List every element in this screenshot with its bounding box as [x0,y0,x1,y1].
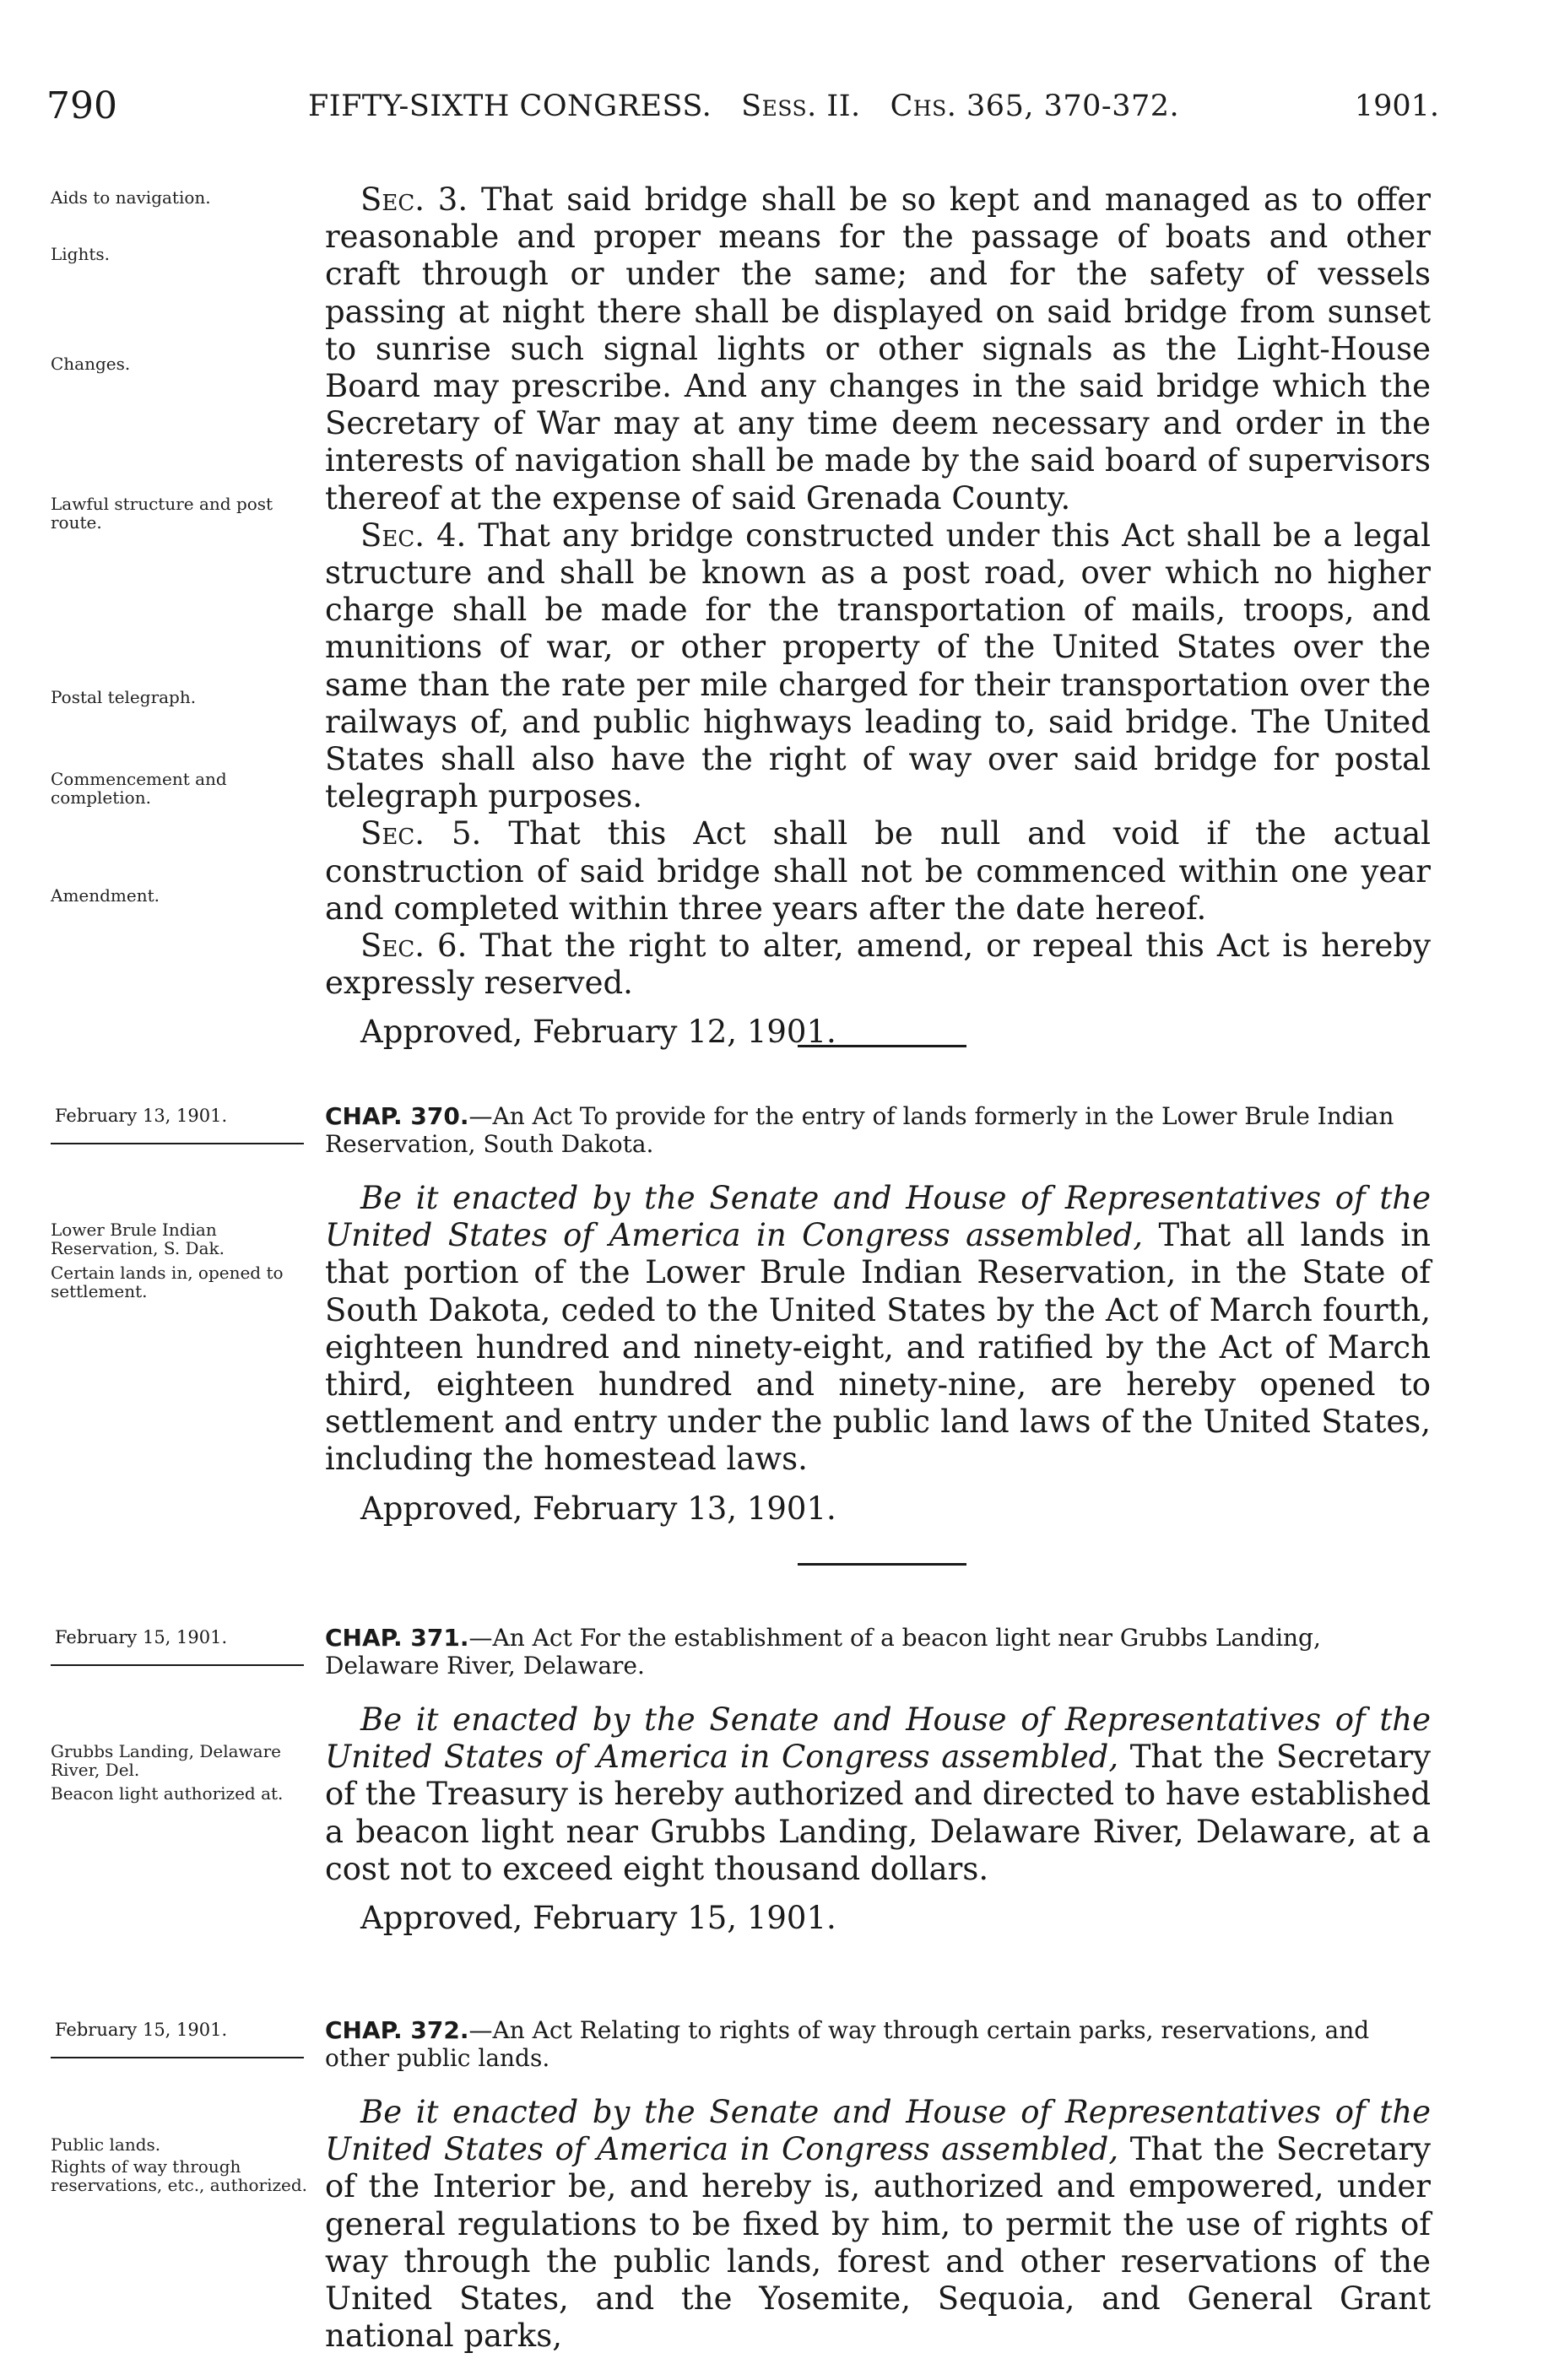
chap370-margin-2: Certain lands in, opened to settlement. [51,1263,284,1301]
margin-note-commencement: Commencement and completion. [51,769,227,808]
section-3-text: That said bridge shall be so kept and managed as to offer reasonable and proper means for the passage of boats and other craft through or under the same; and for the safety of vessels passing at night there shall be displayed on said bridge from sunset to sunrise such signal lights or other signals as the Light-House Board may prescribe. And any changes in the said bridge which the Secretary of War may at any time deem necessary and order in the interests of navigation shall be made by the said board of supervisors thereof at the expense of said Grenada County. [325,181,1431,517]
margin-note-lights: Lights. [51,244,111,264]
approved-370: Approved, February 13, 1901. [360,1490,836,1527]
chap372-date: February 15, 1901. [55,2020,228,2040]
chap370-body [325,1180,1431,1528]
chap371-body [325,1701,1431,1937]
chap370-title: —An Act To provide for the entry of lands formerly in the Lower Brule Indian Reservation, South Dakota. [325,1102,1394,1158]
chap370-date-rule [51,1143,304,1144]
chap371-title: —An Act For the establishment of a beacon light near Grubbs Landing, Delaware River, Delaware. [325,1624,1321,1680]
section-6 [325,928,1431,1002]
chap371-heading [325,1624,1431,1680]
section-3-label: Sec. 3. [360,181,468,218]
section-5 [325,815,1431,928]
header-year: 1901. [1354,89,1439,123]
section-4-text: That any bridge constructed under this Act shall be a legal structure and shall be known as a post road, over which no higher charge shall be made for the transportation of mails, troops, and munitions of war, or other property of the United States over the same than the rate per mile charged for their transportation over the railways of, and public highways leading to, said bridge. The United States shall also have the right of way over said bridge for postal telegraph purposes. [325,517,1432,815]
header-chapters: Chs. 365, 370-372. [890,89,1180,123]
section-divider [798,1563,966,1566]
section-divider [798,1045,966,1047]
chap370-datebox [51,1106,304,1144]
margin-note-changes: Changes. [51,354,131,374]
chap372-margin-2: Rights of way through reservations, etc., authorized. [51,2156,308,2195]
chap372-label: CHAP. 372. [325,2016,469,2044]
chap370-enacting-clause: Be it enacted by the Senate and House of Representatives of the United States of America in Congress assembled, [325,1180,1431,1254]
chap372-title: —An Act Relating to rights of way through certain parks, reservations, and other public lands. [325,2016,1370,2072]
chap371-datebox [51,1627,304,1666]
section-6-label: Sec. 6. [360,928,468,965]
section-5-label: Sec. 5. [360,815,482,852]
margin-note-amendment: Amendment. [51,885,160,906]
chap365-body [325,181,1431,1052]
section-3 [325,181,1431,517]
margin-note-postal: Postal telegraph. [51,687,197,707]
chap372-enacting-clause: Be it enacted by the Senate and House of Representatives of the United States of America in Congress assembled, [325,2094,1431,2168]
chap371-enacting-clause: Be it enacted by the Senate and House of Representatives of the United States of America in Congress assembled, [325,1701,1431,1776]
chap371-date-rule [51,1664,304,1666]
section-6-text: That the right to alter, amend, or repeal this Act is hereby expressly reserved. [325,928,1431,1002]
chap372-body [325,2094,1431,2355]
chap370-label: CHAP. 370. [325,1102,469,1130]
chap370-text: That all lands in that portion of the Lower Brule Indian Reservation, in the State of South Dakota, ceded to the United States by the Act of March fourth, eighteen hundred and ninety-eight, and ratified by the Act of March third, eighteen hundred and ninety-nine, are hereby opened to settlement and entry under the public land laws of the United States, including the homestead laws. [325,1217,1431,1478]
chap372-enacting [325,2094,1431,2355]
chap370-margin-1: Lower Brule Indian Reservation, S. Dak. [51,1220,225,1258]
chap370-date: February 13, 1901. [55,1106,228,1126]
chap372-margin-1: Public lands. [51,2134,161,2155]
chap370-heading [325,1102,1431,1158]
chap371-enacting [325,1701,1431,1888]
chap371-margin-2: Beacon light authorized at. [51,1783,284,1804]
chap371-date: February 15, 1901. [55,1627,228,1647]
chap371-margin-1: Grubbs Landing, Delaware River, Del. [51,1741,281,1780]
running-header [46,84,1439,135]
chap371-text: That the Secretary of the Treasury is hereby authorized and directed to have established a beacon light near Grubbs Landing, Delaware River, Delaware, at a cost not to exceed eight thousand dollars. [325,1739,1431,1887]
section-4-label: Sec. 4. [360,517,467,554]
margin-note-lawful: Lawful structure and post route. [51,494,273,533]
approved-365: Approved, February 12, 1901. [360,1014,836,1051]
chap372-text: That the Secretary of the Interior be, and hereby is, authorized and empowered, under general regulations to be fixed by him, to permit the use of rights of way through the public lands, forest and other reservations of the United States, and the Yosemite, Sequoia, and General Grant national parks, [325,2131,1431,2355]
header-session: Sess. II. [741,89,861,123]
section-4 [325,517,1431,816]
page-number: 790 [46,84,117,127]
margin-note-aids: Aids to navigation. [51,187,211,208]
approved-371: Approved, February 15, 1901. [360,1900,836,1937]
section-5-text: That this Act shall be null and void if the actual construction of said bridge shall not be commenced within one year and completed within three years after the date hereof. [325,815,1432,927]
chap372-date-rule [51,2057,304,2058]
chap370-enacting [325,1180,1431,1479]
chap372-datebox [51,2020,304,2058]
header-congress: FIFTY-SIXTH CONGRESS. [308,89,712,123]
chap371-label: CHAP. 371. [325,1624,469,1652]
chap372-heading [325,2016,1431,2072]
header-title [308,89,1179,123]
